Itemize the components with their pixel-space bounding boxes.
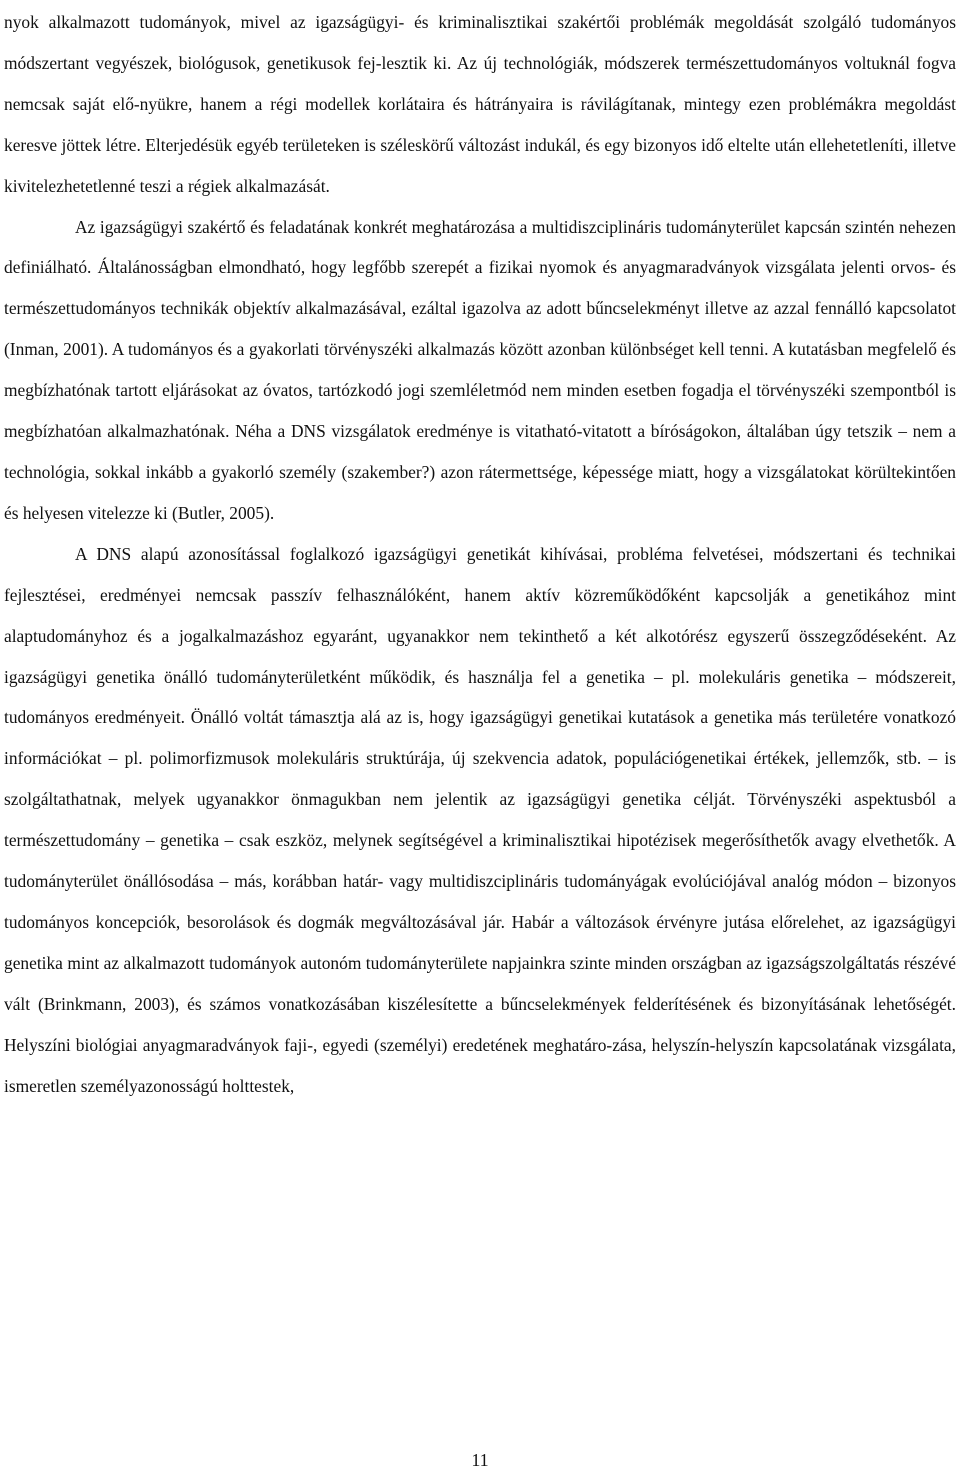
paragraph-3: A DNS alapú azonosítással foglalkozó igazságügyi genetikát kihívásai, probléma felvetései, módszertani és technikai fejlesztései, eredményei nemcsak passzív felhasználóként, hanem aktív közreműködőként kapcsolják a genetikához mint alaptudományhoz és a jogalkalmazáshoz egyaránt, ugyanakkor nem tekinthető a két alkotórész egyszerű összegződéseként. Az igazságügyi genetika önálló tudományterületként működik, és használja fel a genetika – pl. molekuláris genetika – módszereit, tudományos eredményeit. Önálló voltát támasztja alá az is, hogy igazságügyi genetikai kutatások a genetika más területére vonatkozó információkat – pl. polimorfizmusok molekuláris struktúrája, új szekvencia adatok, populációgenetikai értékek, jellemzők, stb. – is szolgáltathatnak, melyek ugyanakkor önmagukban nem jelentik az igazságügyi genetika célját. Törvényszéki aspektusból a természettudomány – genetika – csak eszköz, melynek segítségével a kriminalisztikai hipotézisek megerősíthetők avagy elvethetők. A tudományterület önállósodása – más, korábban határ- vagy multidiszciplináris tudományágak evolúciójával analóg módon – bizonyos tudományos koncepciók, besorolások és dogmák megváltozásával jár. Habár a változások érvényre jutása előrelehet, az igazságügyi genetika mint az alkalmazott tudományok autonóm tudományterülete napjainkra szinte minden országban az igazságszolgáltatás részévé vált (Brinkmann, 2003), és számos vonatkozásában kiszélesítette a bűncselekmények felderítésének és bizonyításának lehetőségét. Helyszíni biológiai anyagmaradványok faji-, egyedi (személyi) eredetének meghatáro-zása, helyszín-helyszín kapcsolatának vizsgálata, ismeretlen személyazonosságú holttestek, (4, 543, 956, 1096)
paragraph-2: Az igazságügyi szakértő és feladatának konkrét meghatározása a multidiszciplináris tudományterület kapcsán szintén nehezen definiálható. Általánosságban elmondható, hogy legfőbb szerepét a fizikai nyomok és anyagmaradványok vizsgálata jelenti orvos- és természettudományos technikák objektív alkalmazásával, ezáltal igazolva az adott bűncselekményt illetve az azzal fennálló kapcsolatot (Inman, 2001). A tudományos és a gyakorlati törvényszéki alkalmazás között azonban különbséget kell tenni. A kutatásban megfelelő és megbízhatónak tartott eljárásokat az óvatos, tartózkodó jogi szemléletmód nem minden esetben fogadja el törvényszéki szempontból is megbízhatóan alkalmazhatónak. Néha a DNS vizsgálatok eredménye is vitatható-vitatott a bíróságokon, általában úgy tetszik – nem a technológia, sokkal inkább a gyakorló személy (szakember?) azon rátermettsége, képessége miatt, hogy a vizsgálatokat körültekintően és helyesen vitelezze ki (Butler, 2005). (4, 216, 956, 523)
page-number: 11 (471, 1450, 489, 1470)
paragraph-1: nyok alkalmazott tudományok, mivel az igazságügyi- és kriminalisztikai szakértői problémák megoldását szolgáló tudományos módszertant vegyészek, biológusok, genetikusok fej-lesztik ki. Az új technológiák, módszerek természettudományos voltuknál fogva nemcsak saját elő-nyükre, hanem a régi modellek korlátaira és hátrányaira is rávilágítanak, mintegy ezen problémákra megoldást keresve jöttek létre. Elterjedésük egyéb területeken is széleskörű változást indukál, és egy bizonyos idő eltelte után ellehetetleníti, illetve kivitelezhetetlenné teszi a régiek alkalmazását. (4, 12, 956, 196)
